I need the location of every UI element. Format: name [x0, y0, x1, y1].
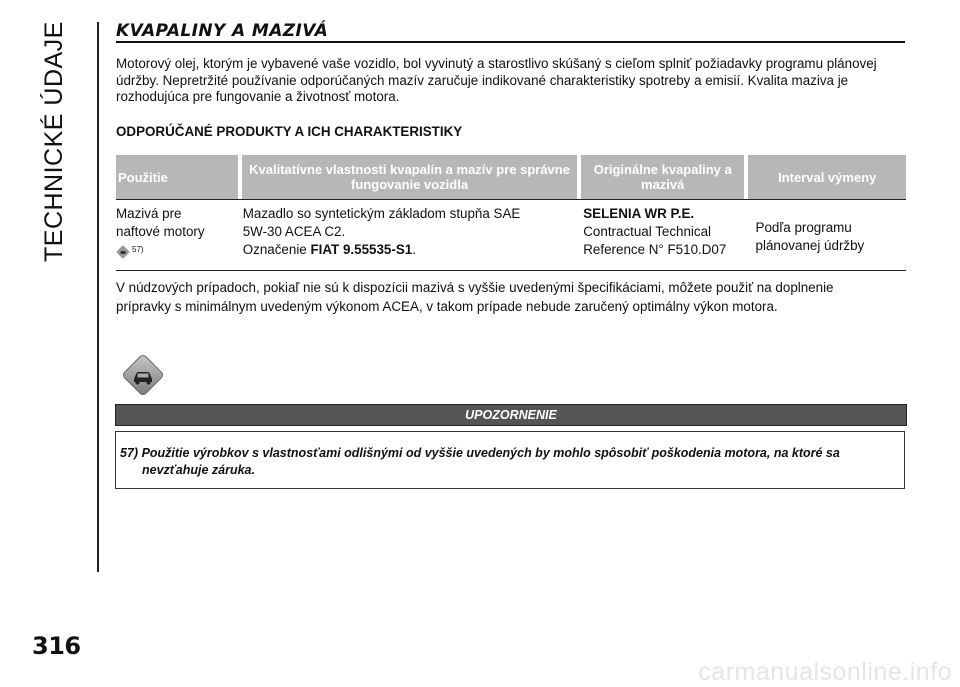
- header-qualities: Kvalitatívne vlastnosti kvapalín a mazív pre správne fungovanie vozidla: [249, 162, 570, 192]
- watermark: carmanualsonline.info: [698, 658, 952, 686]
- fiat-code: FIAT 9.55535-S1: [310, 242, 413, 257]
- cell-original: SELENIA WR P.E. Contractual Technical Reference N° F510.D07: [583, 206, 727, 257]
- page-number: 316: [32, 632, 81, 660]
- warning-reference: 57): [116, 241, 239, 259]
- table-header: [116, 155, 906, 199]
- page-heading: KVAPALINY A MAZIVÁ: [116, 21, 329, 41]
- table-row: [116, 200, 906, 269]
- warning-title-bar: UPOZORNENIE: [115, 404, 907, 426]
- header-original: Originálne kvapaliny a mazivá: [593, 162, 732, 192]
- car-warning-icon: [116, 245, 130, 259]
- section-subheading: ODPORÚČANÉ PRODUKTY A ICH CHARAKTERISTIKY: [116, 124, 463, 139]
- header-usage: Použitie: [118, 169, 168, 185]
- warning-box: 57) Použitie výrobkov s vlastnosťami odlišnými od vyššie uvedených by mohlo spôsobiť poškodenia motora, na ktoré sa nevzťahuje záruka.: [115, 431, 905, 489]
- products-table: [116, 155, 906, 271]
- heading-rule: [116, 41, 905, 43]
- intro-paragraph: Motorový olej, ktorým je vybavené vaše vozidlo, bol vyvinutý a starostlivo skúšaný s cieľom splniť požiadavky programu plánovej údržby. Nepretržité používanie odporúčaných mazív zaručuje indikované charakteristiky spotreby a emisií. Kvalita maziva je rozhodujúca pre fungovanie a životnosť motora.: [116, 56, 877, 104]
- car-warning-icon: [120, 352, 166, 403]
- header-interval: Interval výmeny: [778, 169, 877, 185]
- margin-rule: [97, 22, 99, 572]
- cell-interval: Podľa programu plánovanej údržby: [755, 220, 865, 253]
- cell-usage: Mazivá pre naftové motory 57): [116, 205, 239, 269]
- cell-qualities: Mazadlo so syntetickým základom stupňa SAE 5W-30 ACEA C2. Označenie FIAT 9.55535-S1.: [242, 206, 521, 257]
- emergency-note: V núdzových prípadoch, pokiaľ nie sú k dispozícii mazivá s vyššie uvedenými špecifikáciami, môžete použiť na doplnenie prípravky s minimálnym uvedeným výkonom ACEA, v takom prípade nebude zaručený optimálny výkon motora.: [116, 280, 834, 314]
